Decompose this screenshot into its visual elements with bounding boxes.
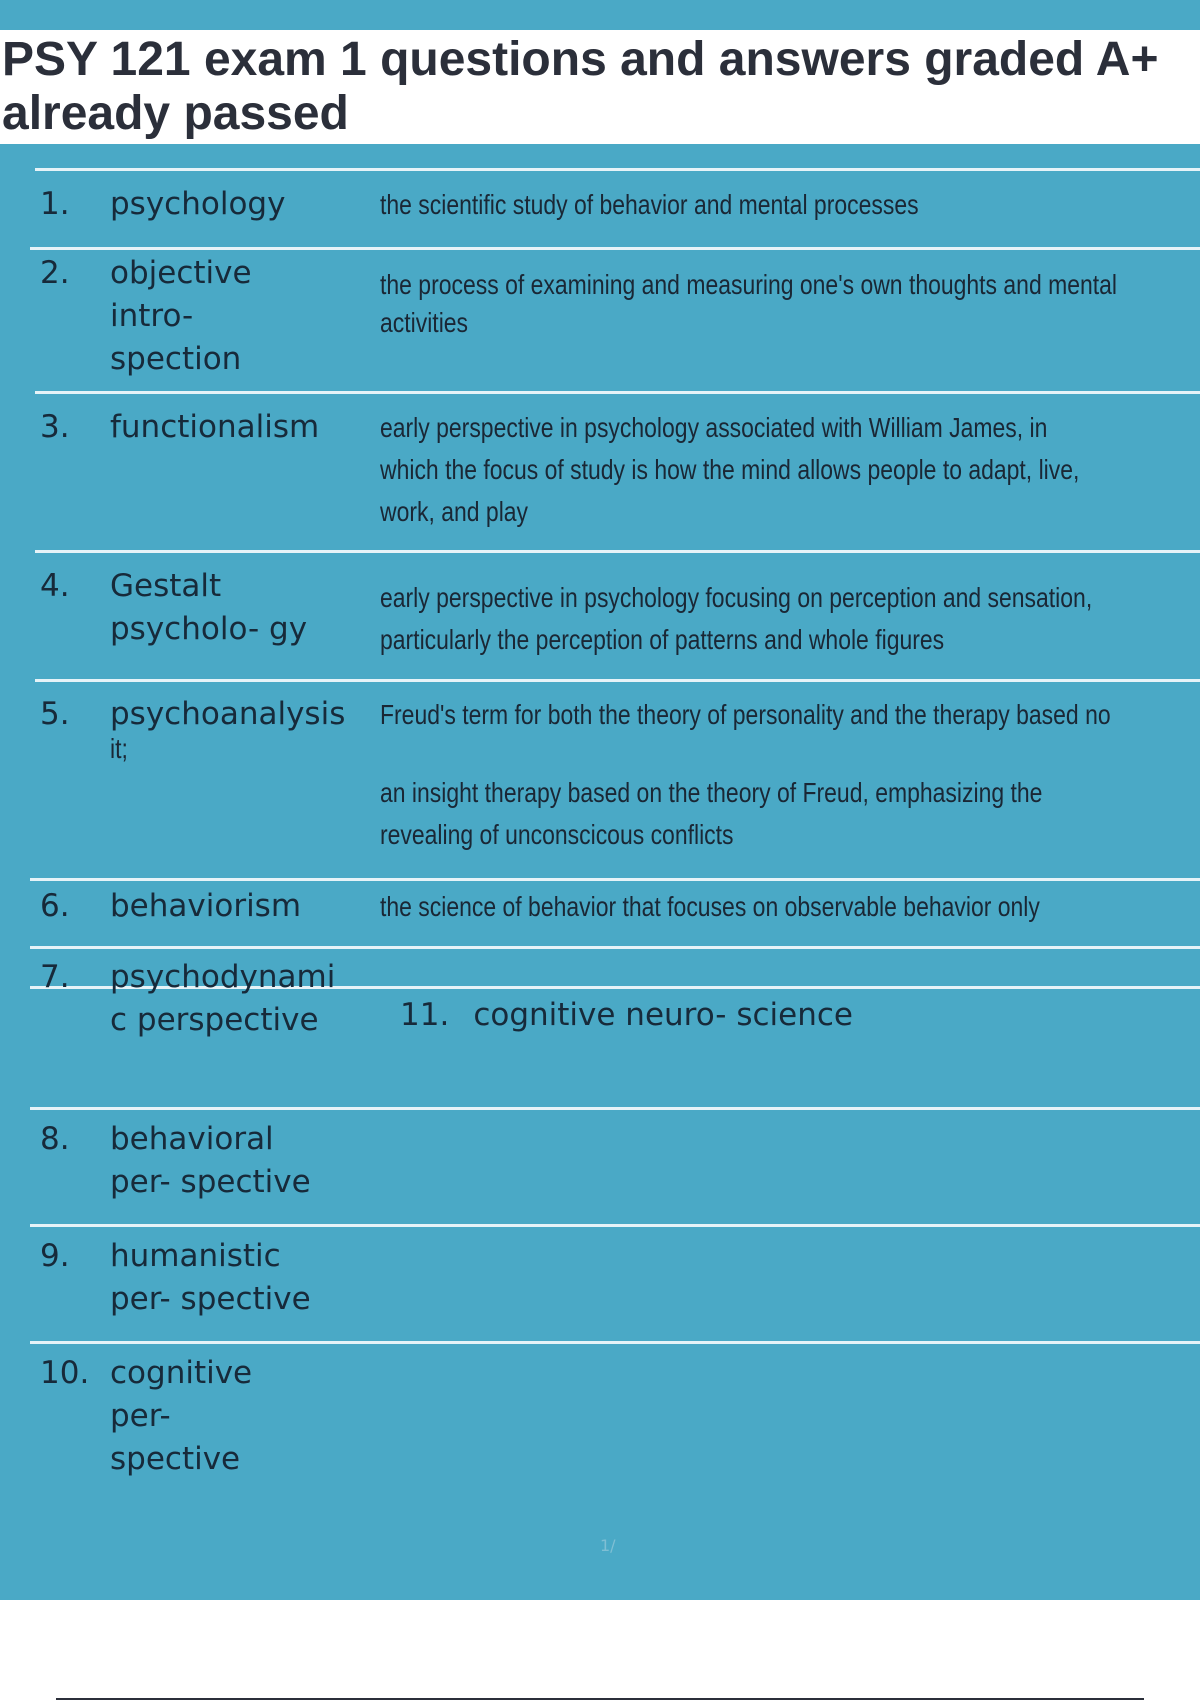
definition-line: early perspective in psychology focusing on perception and sensation, xyxy=(380,582,1093,613)
item-number: 6. xyxy=(40,888,70,924)
definition-line: Freud's term for both the theory of personality and the therapy based no xyxy=(380,699,1111,730)
page-number: 1/ xyxy=(600,1536,616,1555)
row-divider xyxy=(30,1107,1200,1110)
item-term: psychoanalysis xyxy=(110,696,346,732)
definition-line: activities xyxy=(380,307,469,338)
item-number: 2. xyxy=(40,255,70,291)
item-term: behavioral per- spective xyxy=(110,1121,311,1200)
item-number: 4. xyxy=(40,568,70,604)
item-definition xyxy=(380,184,1061,226)
item-number: 8. xyxy=(40,1121,70,1157)
definition-line: an insight therapy based on the theory of Freud, emphasizing the xyxy=(380,777,1043,808)
item-number: 10. xyxy=(40,1355,90,1391)
top-color-bar xyxy=(0,0,1200,30)
definition-line: the process of examining and measuring one's own thoughts and mental xyxy=(380,269,1118,300)
row-divider xyxy=(30,878,1200,881)
item-number: 1. xyxy=(40,186,70,222)
item-term: humanistic per- spective xyxy=(110,1238,311,1317)
row-divider xyxy=(35,550,1200,553)
item-term: functionalism xyxy=(110,409,320,445)
row-divider xyxy=(30,1341,1200,1344)
definition-line: work, and play xyxy=(380,496,529,527)
item-number: 3. xyxy=(40,409,70,445)
definition-line: the scientific study of behavior and mental processes xyxy=(380,189,919,220)
item-definition xyxy=(380,772,1061,856)
item-definition xyxy=(380,264,1118,344)
definition-line: particularly the perception of patterns and whole figures xyxy=(380,624,945,655)
definition-line: revealing of unconscicous conflicts xyxy=(380,819,734,850)
overlapping-item xyxy=(400,994,853,1037)
row-divider xyxy=(30,247,1200,250)
item-term: Gestalt psycholo- gy xyxy=(110,568,308,647)
item-definition xyxy=(380,886,1061,928)
definition-line: the science of behavior that focuses on observable behavior only xyxy=(380,891,1040,922)
item-term: behaviorism xyxy=(110,888,302,924)
row-divider xyxy=(30,946,1200,949)
item-number: 11. xyxy=(400,997,450,1033)
row-divider xyxy=(35,679,1200,682)
title-band xyxy=(0,30,1200,144)
row-divider xyxy=(35,391,1200,394)
flashcard-table xyxy=(0,144,1200,1600)
item-term: cognitive neuro- science xyxy=(473,997,853,1033)
item-definition xyxy=(380,577,1093,661)
definition-line: early perspective in psychology associated with William James, in xyxy=(380,412,1048,443)
item-number: 9. xyxy=(40,1238,70,1274)
item-number: 7. xyxy=(40,959,70,995)
row-divider xyxy=(35,168,1200,171)
item-term: cognitive per- spective xyxy=(110,1355,253,1477)
row-divider xyxy=(30,1224,1200,1227)
item-term: objective intro- spection xyxy=(110,255,252,377)
document-title: PSY 121 exam 1 questions and answers graded A+ already passed xyxy=(2,33,1159,140)
definition-line: which the focus of study is how the mind allows people to adapt, live, xyxy=(380,454,1080,485)
definition-wrap: it; xyxy=(110,733,128,764)
item-term: psychodynami c perspective xyxy=(110,959,336,1038)
item-term: psychology xyxy=(110,186,286,222)
item-number: 5. xyxy=(40,696,70,732)
item-definition xyxy=(380,407,1080,533)
